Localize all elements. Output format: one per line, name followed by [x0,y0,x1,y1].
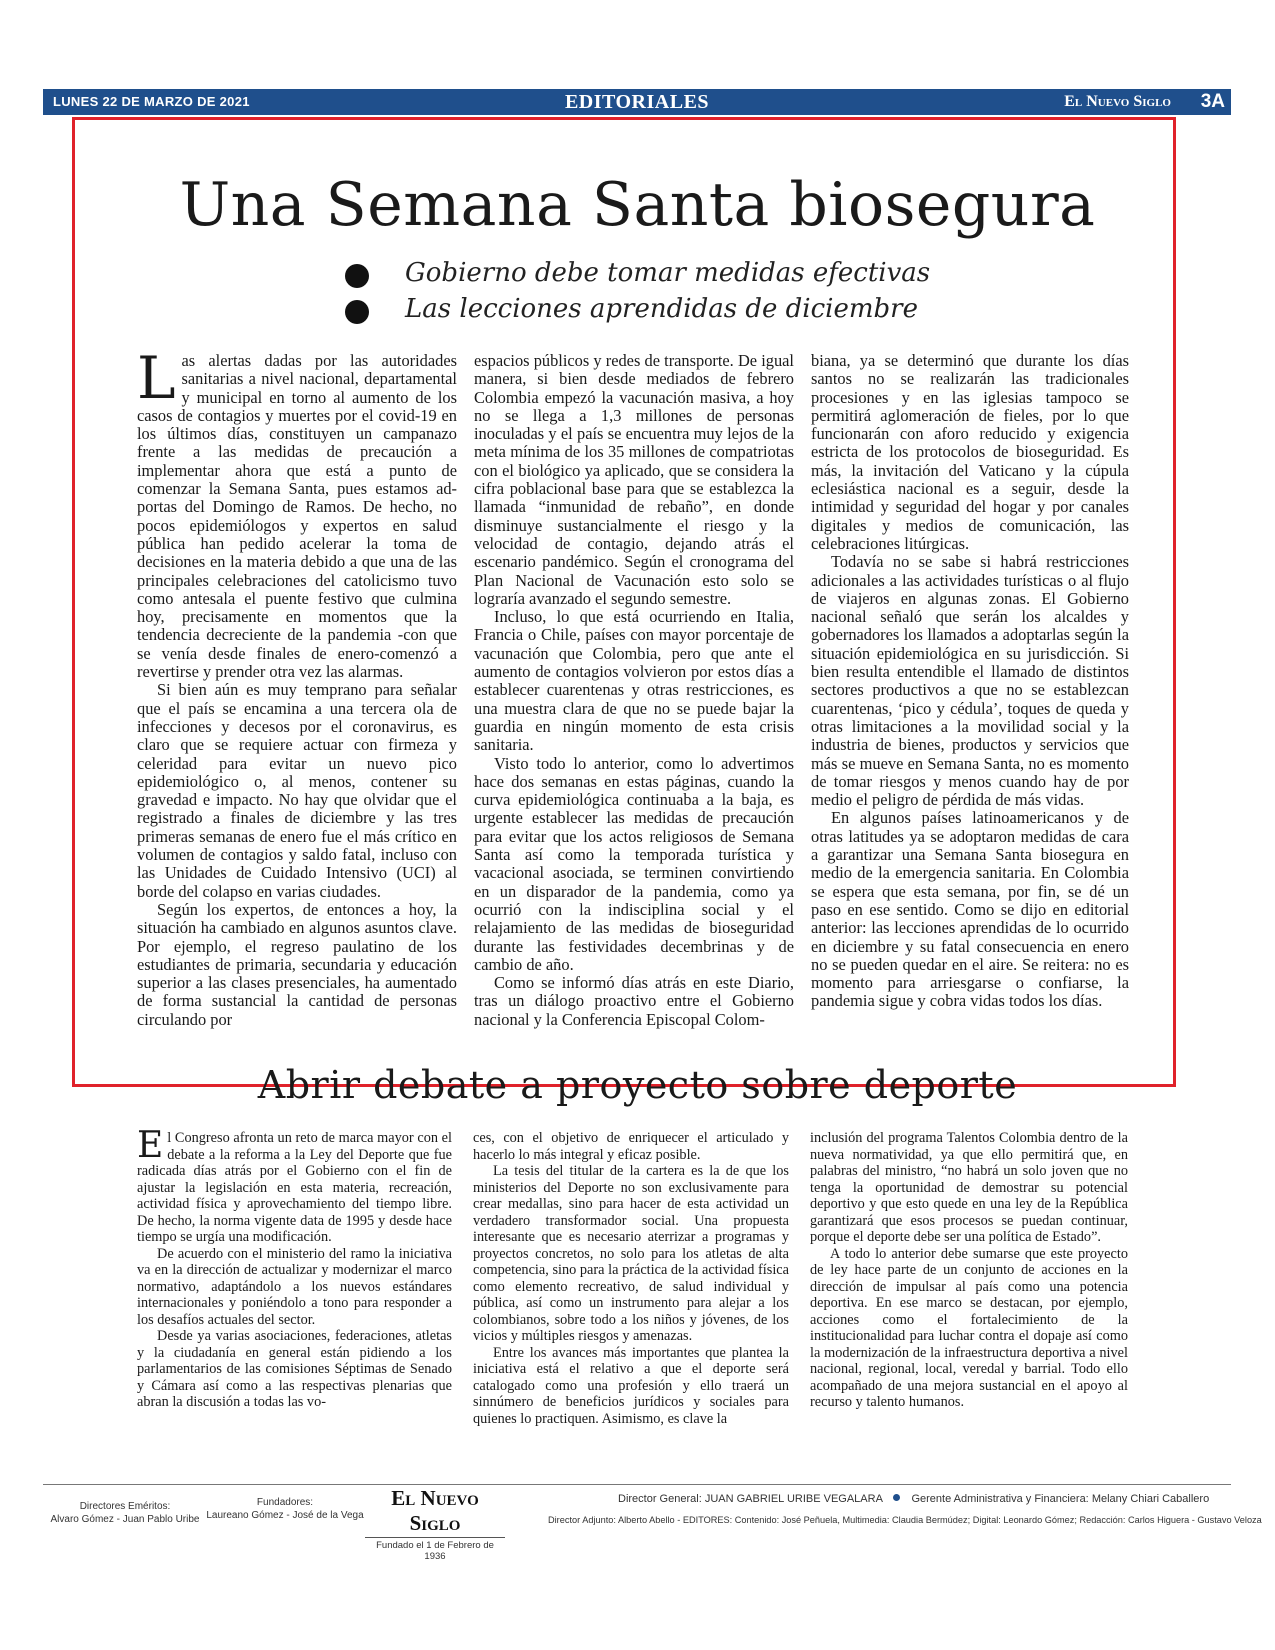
founders-names: Laureano Gómez - José de la Vega [206,1510,364,1521]
founding-date: Fundado el 1 de Febrero de 1936 [376,1540,494,1562]
issue-date: LUNES 22 DE MARZO DE 2021 [53,94,250,109]
founders [200,1496,370,1522]
editorial-2-column-2 [473,1130,789,1427]
article-paragraph: En algunos países latinoamericanos y de otras latitudes ya se adoptaron medidas de cara a garantizar una Semana Santa biosegura en medio de la emergencia sanitaria. En Colombia se espera que esta semana, por fin, se dé un paso en ese sentido. Como se dijo en editorial anterior: las lecciones aprendidas de lo ocurrido en diciembre y su fatal consecuencia en enero no se pueden quedar en el aire. Se reitera: no es momento para arriesgarse o confiarse, la pandemia sigue y cobra vidas todos los días. [811,808,1129,1011]
manager-label: Gerente Administrativa y Financiera: [911,1493,1089,1505]
editorial-1-column-1 [137,344,457,1029]
article-paragraph: Como se informó días atrás en este Diario, tras un diálogo proactivo entre el Gobierno nacional y la Conferencia Episcopal Colom- [474,973,794,1029]
drop-cap: E [137,1125,164,1166]
page-header-bar [43,89,1231,115]
subhead-text: Gobierno debe tomar medidas efectivas [405,258,931,288]
bullet-dot-icon [345,264,369,288]
article-paragraph: Todavía no se sabe si habrá restricciones adicionales a las actividades turísticas o al flujo de viajeros en algunas zonas. El Gobierno nacional señaló que serán los alcaldes y gobernadores los llamados a adoptarlas según la situación epidemiológica en su jurisdicción. Si bien resulta entendible el llamado de distintos sectores productivos a que no se establezcan cuarentenas, ‘pico y cédula’, toques de queda y otras limitaciones a la movilidad social y la industria de bienes, productos y servicios que más se mueve en Semana Santa, no es momento de tomar riesgos y menos cuando hay de por medio el peligro de pérdida de más vidas. [811,552,1129,810]
separator-dot-icon [893,1494,900,1501]
section-title: EDITORIALES [564,91,710,113]
director-name: JUAN GABRIEL URIBE VEGALARA [704,1493,883,1505]
editorial-2-title: Abrir debate a proyecto sobre deporte [257,1063,1018,1107]
article-paragraph: A todo lo anterior debe sumarse que este proyecto de ley hace parte de un conjunto de acciones en la dirección de impulsar al país como una potencia deportiva. En ese marco se destacan, por ejemplo, acciones como el fortalecimiento de la institucionalidad para luchar contra el dopaje así como la modernización de la infraestructura deportiva a nivel nacional, regional, local, veredal y barrial. Todo ello acompañado de una mejora sustancial en el apoyo al recurso y talento humanos. [810,1245,1128,1410]
article-paragraph: El Congreso afronta un reto de marca mayor con el debate a la reforma a la Ley del Deporte que fue radicada días atrás por el Gobierno con el fin de ajustar la legislación en esta materia, recreación, actividad física y aprovechamiento del tiempo libre. De hecho, la norma vigente data de 1995 y desde hace tiempo se urgía una modificación. [137,1125,452,1245]
bullet-dot-icon [345,300,369,324]
article-paragraph: Si bien aún es muy temprano para señalar que el país se encamina a una tercera ola de infecciones y decesos por el coronavirus, es claro que se requiere actuar con firmeza y celeridad para evitar un nuevo pico epidemiológico o, al menos, contener su gravedad e impacto. No hay que olvidar que el registrado a finales de diciembre y las tres primeras semanas de enero fue el más crítico en volumen de contagios y saldo fatal, incluso con las Unidades de Cuidado Intensivo (UCI) al borde del colapso en varias ciudades. [137,680,457,901]
editorial-2-column-1 [137,1125,452,1411]
article-paragraph: Incluso, lo que está ocurriendo en Italia, Francia o Chile, países con mayor porcentaje de vacunación que Colombia, pero que ante el aumento de contagios volvieron por estos días a establecer cuarentenas y otras restricciones, es una muestra clara de que no se puede bajar la guardia en ningún momento de esta crisis sanitaria. [474,607,794,755]
editorial-staff: Director Adjunto: Alberto Abello - EDITORES: Contenido: José Peñuela, Multimedia: Claudia Bermúdez; Digital: Leonardo Gómez; Redacción: Carlos Higuera - Gustavo Veloza [548,1515,1262,1525]
article-paragraph: La tesis del titular de la cartera es la de que los ministerios del Deporte no son exclusivamente para crear medallas, sino para hacer de esta actividad un verdadero transformador social. Una propuesta interesante que es necesario aterrizar a programas y proyectos concretos, no solo para los atletas de alta competencia, sino para la práctica de la actividad física como elemento recreativo, de salud individual y pública, así como un instrumento para alejar a los colombianos, sobre todo a los niños y jóvenes, de los vicios y múltiples riesgos y amenazas. [473,1163,789,1344]
article-paragraph: ces, con el objetivo de enriquecer el articulado y hacerlo lo más integral y eficaz posible. [473,1130,789,1163]
subhead-text: Las lecciones aprendidas de diciembre [405,294,918,324]
article-paragraph: De acuerdo con el ministerio del ramo la iniciativa va en la dirección de actualizar y modernizar el marco normativo, adaptándolo a los nuevos estándares internacionales y poniéndolo a tono para responder a los desafíos actuales del sector. [137,1245,452,1328]
article-paragraph: biana, ya se determinó que durante los días santos no se realizarán las tradicionales procesiones y en las iglesias tampoco se permitirá aglomeración de fieles, por lo que funcionarán con aforo reducido y exigencia estricta de los protocolos de bioseguridad. Es más, la invitación del Vaticano y la cúpula eclesiástica nacional es a seguir, desde la intimidad y seguridad del hogar y por canales digitales y medios de comunicación, las celebraciones litúrgicas. [811,351,1129,553]
article-paragraph: Desde ya varias asociaciones, federaciones, atletas y la ciudadanía en general están pidiendo a los parlamentarios de las comisiones Séptimas de Senado y Cámara así como a las respectivas plenarias que abran la discusión a todas las vo- [137,1328,452,1410]
emeritus-directors-names: Alvaro Gómez - Juan Pablo Uribe [50,1514,200,1525]
article-paragraph: Según los expertos, de entonces a hoy, la situación ha cambiado en algunos asuntos clave. Por ejemplo, el regreso paulatino de los estudiantes de primaria, secundaria y educación superior a las clases presenciales, ha aumentado de forma sustancial la cantidad de personas circulando por [137,899,457,1029]
editorial-1-title: Una Semana Santa biosegura [179,170,1096,240]
article-paragraph: inclusión del programa Talentos Colombia dentro de la nueva normatividad, ya que ello permitirá que, en palabras del ministro, “no habrá un solo joven que no tenga la oportunidad de demostrar su potencial deportivo y que esto quede en una ley de la República garantizará que esos procesos se puedan continuar, porque el deporte debe ser una política de Estado”. [810,1130,1128,1245]
editorial-1-column-3 [811,352,1129,1011]
footer-logo-name: El Nuevo Siglo [365,1486,505,1538]
founders-label: Fundadores: [256,1497,314,1508]
management-line [618,1493,1209,1505]
article-paragraph: Entre los avances más importantes que plantea la iniciativa está el relativo a que el deporte será catalogado como una profesión y ello traerá un sinnúmero de beneficios jurídicos y sociales para quienes lo practiquen. Asimismo, es clave la [473,1344,789,1427]
page-number: 3A [1200,91,1225,112]
emeritus-directors-label: Directores Eméritos: [79,1501,171,1512]
editorial-2-column-3 [810,1130,1128,1411]
article-paragraph: espacios públicos y redes de transporte. De igual manera, si bien desde mediados de febrero Colombia empezó la vacunación masiva, a hoy no se llega a 1,3 millones de personas inoculadas y el país se encuentra muy lejos de la meta mínima de los 35 millones de compatriotas con el biológico ya aplicado, que se considera la cifra poblacional base para que se establezca la llamada “inmunidad de rebaño”, en donde disminuye sustancialmente el riesgo y la velocidad de contagio, dejando atrás el escenario pandémico. Según el cronograma del Plan Nacional de Vacunación esto solo se lograría avanzado el segundo semestre. [474,351,794,608]
emeritus-directors [45,1500,205,1526]
article-paragraph: Visto todo lo anterior, como lo advertimos hace dos semanas en estas páginas, cuando la curva epidemiológica continuaba a la baja, es urgente establecer las medidas de precaución para evitar que los actos religiosos de Semana Santa así como la temporada turística y vacacional asociada, se terminen convirtiendo en un disparador de la pandemia, como ya ocurrió con la indisciplina social y el relajamiento de las medidas de bioseguridad durante las festividades decembrinas y de cambio de año. [474,753,794,974]
editorial-1-column-2 [474,352,794,1029]
article-paragraph: Las alertas dadas por las autoridades sanitarias a nivel nacional, departamental y municipal en torno al aumento de los casos de contagios y muertes por el covid-19 en los últimos días, constituyen un campanazo frente a las medidas de precaución a implementar ahora que está a punto de comenzar la Semana Santa, pues estamos ad-portas del Domingo de Ramos. De hecho, no pocos epidemiólogos y expertos en salud pública han pedido acelerar la toma de decisiones en la materia debido a que una de las principales celebraciones del catolicismo tuvo como antesala el puente festivo que culmina hoy, precisamente en momentos que la tendencia decreciente de la pandemia -con que se venía desde finales de enero-comenzó a revertirse y prender otra vez las alarmas. [137,344,457,682]
manager-name: Melany Chiari Caballero [1091,1493,1210,1505]
newspaper-brand: El Nuevo Siglo [1064,93,1171,110]
footer-divider [43,1484,1231,1485]
footer-logo [365,1486,505,1562]
drop-cap: L [137,344,176,412]
director-label: Director General: [618,1493,702,1505]
